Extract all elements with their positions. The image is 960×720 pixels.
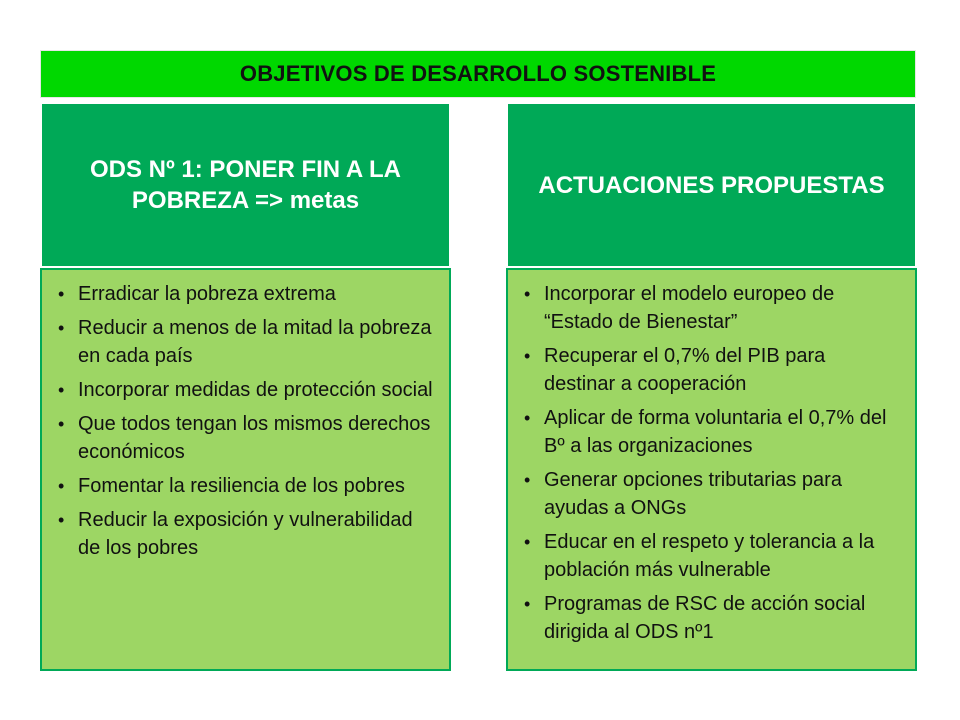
goal-item-text: Fomentar la resiliencia de los pobres — [78, 475, 405, 497]
goal-item-text: Reducir a menos de la mitad la pobreza en cada país — [78, 317, 432, 367]
action-item — [522, 466, 901, 522]
goals-card — [40, 102, 451, 671]
actions-card-body — [506, 268, 917, 671]
goal-item — [56, 376, 435, 404]
actions-card — [506, 102, 917, 671]
goal-item-text: Incorporar medidas de protección social — [78, 379, 433, 401]
title-banner — [40, 50, 916, 98]
actions-card-title: ACTUACIONES PROPUESTAS — [538, 171, 885, 199]
goal-item — [56, 506, 435, 562]
goal-item — [56, 280, 435, 308]
goal-item-text: Erradicar la pobreza extrema — [78, 283, 336, 305]
bullet-icon: • — [58, 510, 65, 530]
bullet-icon: • — [58, 414, 65, 434]
goal-item — [56, 314, 435, 370]
action-item — [522, 528, 901, 584]
bullet-icon: • — [58, 318, 65, 338]
bullet-icon: • — [58, 284, 65, 304]
actions-list — [522, 280, 901, 646]
goals-card-title-line1: ODS Nº 1: PONER FIN A LA — [89, 156, 401, 183]
action-item — [522, 404, 901, 460]
action-item-text: Programas de RSC de acción social dirigida al ODS nº1 — [544, 593, 866, 643]
bullet-icon: • — [524, 408, 531, 428]
action-item-text: Educar en el respeto y tolerancia a la población más vulnerable — [544, 531, 875, 581]
bullet-icon: • — [58, 476, 65, 496]
bullet-icon: • — [524, 532, 531, 552]
bullet-icon: • — [524, 470, 531, 490]
goal-item-text: Reducir la exposición y vulnerabilidad de los pobres — [78, 509, 413, 559]
bullet-icon: • — [524, 346, 531, 366]
bullet-icon: • — [58, 380, 65, 400]
action-item — [522, 280, 901, 336]
action-item — [522, 590, 901, 646]
goal-item-text: Que todos tengan los mismos derechos económicos — [78, 413, 431, 463]
action-item — [522, 342, 901, 398]
action-item-text: Aplicar de forma voluntaria el 0,7% del Bº a las organizaciones — [544, 407, 887, 457]
goals-card-body — [40, 268, 451, 671]
bullet-icon: • — [524, 284, 531, 304]
action-item-text: Incorporar el modelo europeo de “Estado de Bienestar” — [544, 283, 835, 333]
action-item-text: Generar opciones tributarias para ayudas a ONGs — [544, 469, 842, 519]
bullet-icon: • — [524, 594, 531, 614]
page-title: OBJETIVOS DE DESARROLLO SOSTENIBLE — [239, 61, 717, 86]
goals-list — [56, 280, 435, 562]
goals-card-header — [40, 102, 451, 268]
goals-card-title — [66, 154, 425, 216]
goal-item — [56, 472, 435, 500]
action-item-text: Recuperar el 0,7% del PIB para destinar a cooperación — [544, 345, 826, 395]
goal-item — [56, 410, 435, 466]
actions-card-header — [506, 102, 917, 268]
goals-card-title-line2: POBREZA => metas — [131, 187, 360, 214]
